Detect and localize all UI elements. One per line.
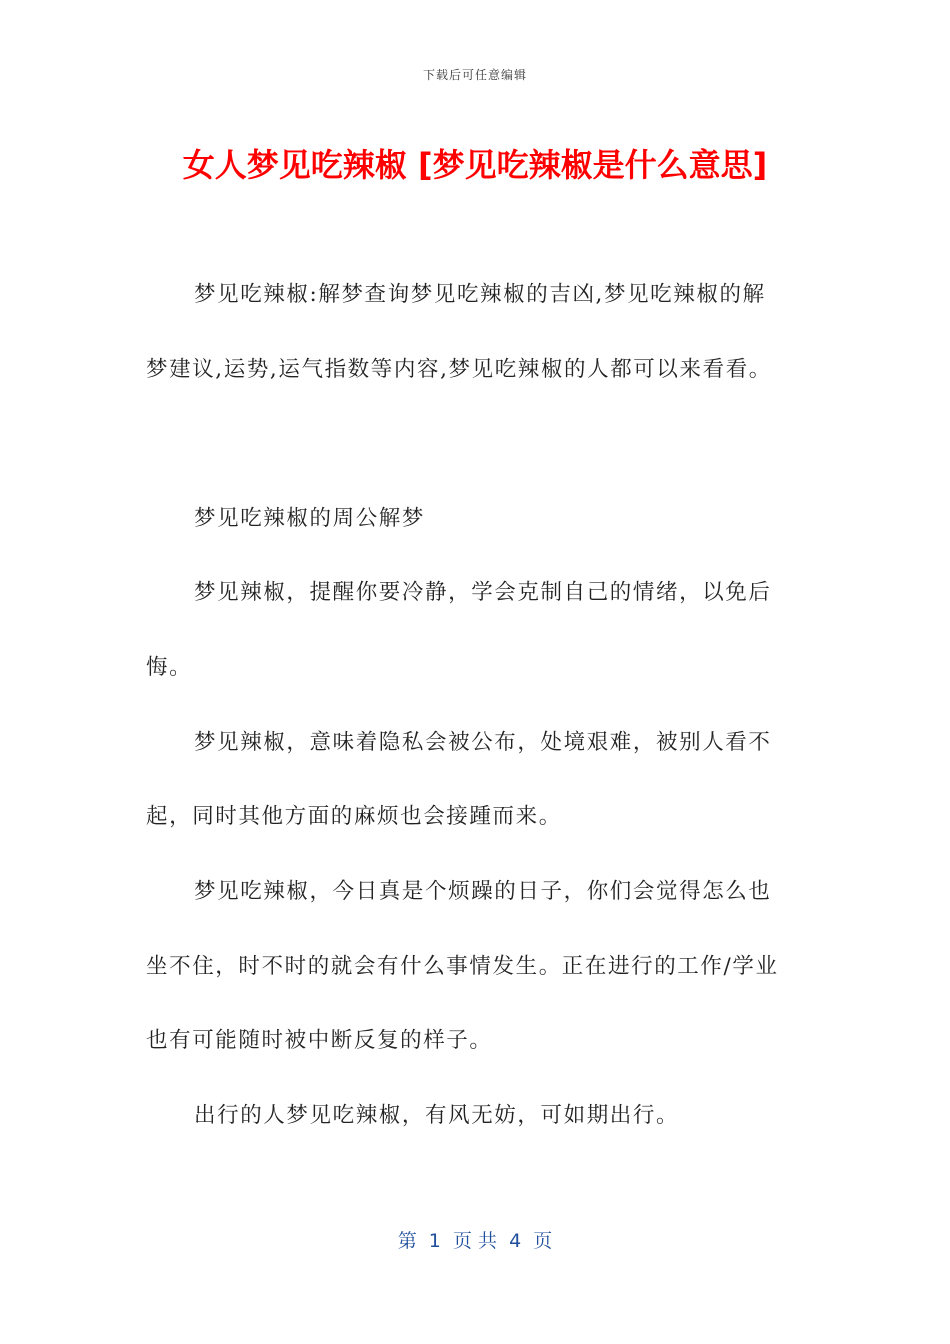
- paragraph-line: 起，同时其他方面的麻烦也会接踵而来。: [146, 804, 562, 829]
- paragraph-line: 悔。: [146, 655, 193, 680]
- paragraph-line: 梦见辣椒，意味着隐私会被公布，处境艰难，被别人看不: [194, 730, 772, 755]
- section-heading: 梦见吃辣椒的周公解梦: [194, 506, 426, 531]
- paragraph-line: 也有可能随时被中断反复的样子。: [146, 1028, 493, 1053]
- paragraph-line: 梦见吃辣椒:解梦查询梦见吃辣椒的吉凶,梦见吃辣椒的解: [194, 282, 766, 307]
- paragraph-line: 梦见吃辣椒，今日真是个烦躁的日子，你们会觉得怎么也: [194, 879, 772, 904]
- paragraph-line: 梦建议,运势,运气指数等内容,梦见吃辣椒的人都可以来看看。: [146, 357, 772, 382]
- paragraph-line: 坐不住，时不时的就会有什么事情发生。正在进行的工作/学业: [146, 954, 779, 979]
- page-number-footer: 第 1 页 共 4 页: [397, 1230, 553, 1252]
- paragraph-line: 梦见辣椒，提醒你要冷静，学会克制自己的情绪，以免后: [194, 580, 772, 605]
- paragraph-line: 出行的人梦见吃辣椒，有风无妨，可如期出行。: [194, 1103, 680, 1128]
- page-header-note: 下载后可任意编辑: [422, 68, 527, 82]
- document-title: 女人梦见吃辣椒 [梦见吃辣椒是什么意思]: [182, 146, 768, 184]
